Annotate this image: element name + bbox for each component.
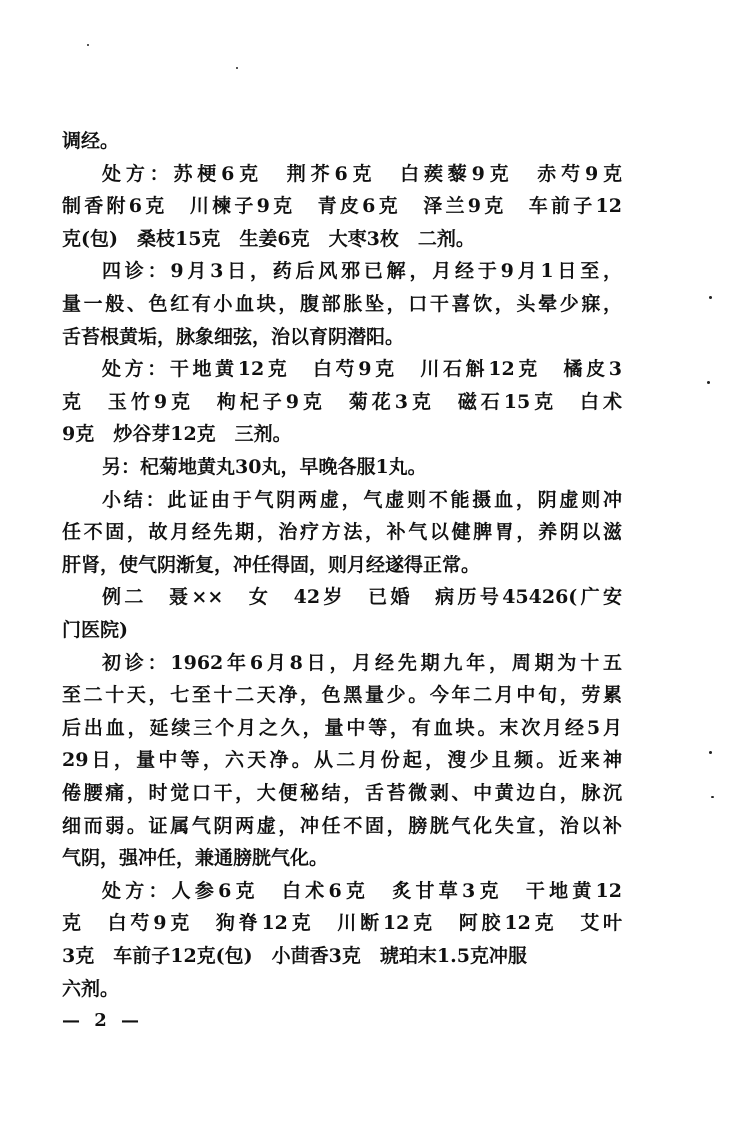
text-line: 处方：人参6克 白术6克 炙甘草3克 干地黄12 bbox=[102, 879, 622, 902]
scan-speck bbox=[711, 796, 714, 798]
text-line: 初诊：1962年6月8日，月经先期九年，周期为十五 bbox=[102, 651, 622, 674]
text-line: 小结：此证由于气阴两虚，气虚则不能摄血，阴虚则冲 bbox=[102, 488, 622, 511]
text-line: 细而弱。证属气阴两虚，冲任不固，膀胱气化失宣，治以补 bbox=[62, 814, 622, 837]
text-line: 气阴，强冲任，兼通膀胱气化。 bbox=[62, 847, 329, 870]
scan-speck bbox=[709, 296, 712, 299]
text-line: 另：杞菊地黄丸30丸，早晚各服1丸。 bbox=[102, 456, 427, 478]
text-line: 3克 车前子12克(包) 小茴香3克 琥珀末1.5克冲服 bbox=[62, 945, 527, 967]
text-line: 门医院) bbox=[62, 619, 128, 641]
text-line: 肝肾，使气阴渐复，冲任得固，则月经遂得正常。 bbox=[62, 553, 481, 576]
text-line: 调经。 bbox=[62, 130, 120, 152]
text-line: 任不固，故月经先期，治疗方法，补气以健脾胃，养阴以滋 bbox=[62, 521, 622, 544]
text-line: 处方：干地黄12克 白芍9克 川石斛12克 橘皮3 bbox=[102, 358, 622, 381]
text-line: 量一般、色红有小血块，腹部胀坠，口干喜饮，头晕少寐， bbox=[62, 293, 622, 315]
text-line: 处方：苏梗6克 荆芥6克 白蒺藜9克 赤芍9克 bbox=[102, 162, 622, 185]
scan-speck bbox=[707, 381, 710, 384]
scan-speck bbox=[87, 44, 89, 46]
text-line: 29日，量中等，六天净。从二月份起，溲少且频。近来神 bbox=[62, 749, 622, 772]
text-line: 例二 聂×× 女 42岁 已婚 病历号45426(广安 bbox=[102, 586, 622, 609]
text-line: 后出血，延续三个月之久，量中等，有血块。末次月经5月 bbox=[62, 716, 622, 739]
text-line: 克 白芍9克 狗脊12克 川断12克 阿胶12克 艾叶 bbox=[62, 912, 622, 935]
text-line: 倦腰痛，时觉口干，大便秘结，舌苔微剥、中黄边白，脉沉 bbox=[62, 782, 622, 804]
text-line: 四诊：9月3日，药后风邪已解，月经于9月1日至， bbox=[102, 260, 622, 283]
text-line: 9克 炒谷芽12克 三剂。 bbox=[62, 423, 292, 446]
text-line: 至二十天，七至十二天净，色黑量少。今年二月中旬，劳累 bbox=[62, 684, 622, 707]
page-number: — 2 — bbox=[62, 1010, 144, 1031]
text-line: 克(包) 桑枝15克 生姜6克 大枣3枚 二剂。 bbox=[62, 227, 475, 250]
text-line: 克 玉竹9克 枸杞子9克 菊花3克 磁石15克 白术 bbox=[62, 390, 622, 413]
scan-speck bbox=[709, 751, 712, 754]
text-line: 舌苔根黄垢，脉象细弦，治以育阴潜阳。 bbox=[62, 325, 405, 348]
text-line: 制香附6克 川楝子9克 青皮6克 泽兰9克 车前子12 bbox=[62, 195, 622, 218]
scan-speck bbox=[236, 67, 238, 69]
text-line: 六剂。 bbox=[62, 977, 120, 1000]
